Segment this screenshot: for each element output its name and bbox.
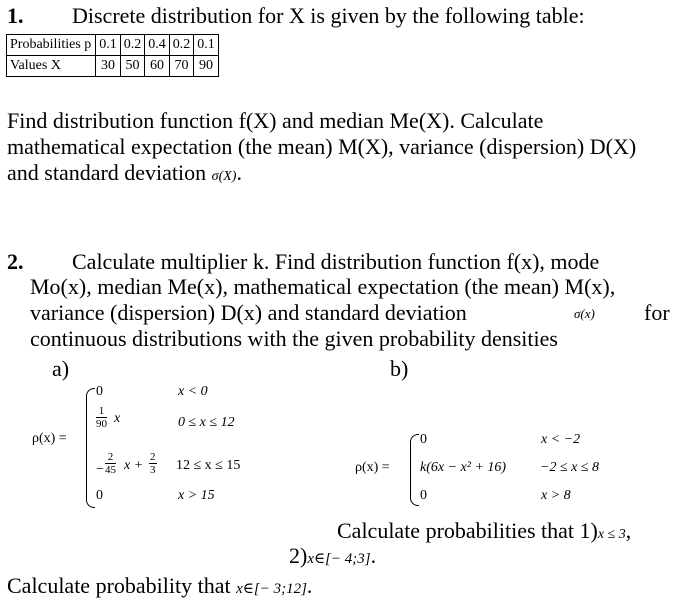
a-case2-cond: 0 ≤ x ≤ 12 — [178, 415, 235, 430]
a-case2-den: 90 — [96, 418, 107, 430]
a-case3-minus: − — [96, 462, 104, 477]
a-case3-den2: 3 — [150, 464, 156, 476]
label-a: a) — [52, 356, 70, 381]
prob-cell: 0.1 — [96, 35, 121, 56]
problem-1-text-line-1: Find distribution function f(X) and median Me(X). Calculate — [7, 108, 544, 133]
a-case4-expr: 0 — [96, 488, 103, 503]
problem-2-line-4: continuous distributions with the given probability densities — [30, 326, 558, 351]
prob-a-dot: . — [306, 573, 313, 598]
problem-2-for: for — [644, 300, 670, 325]
a-case3-mid: x + — [124, 458, 144, 473]
a-case2-var: x — [114, 411, 121, 426]
brace-a — [86, 388, 95, 508]
a-case1-cond: x < 0 — [178, 384, 208, 399]
value-cell: 90 — [194, 56, 219, 77]
a-case3-den: 45 — [105, 464, 116, 476]
prob-cell: 0.1 — [194, 35, 219, 56]
prob-b-comma: , — [625, 518, 632, 543]
probabilities-header: Probabilities p — [7, 35, 96, 56]
prob-b-text: Calculate probabilities that 1) — [337, 518, 598, 543]
sigma-symbol: σ(X) — [211, 169, 237, 184]
problem-1-text-line-3 — [7, 160, 242, 190]
density-b-lhs: ρ(x) = — [355, 460, 390, 475]
problem-1-text-line-2: mathematical expectation (the mean) M(X), variance (dispersion) D(X) — [7, 134, 637, 159]
prob-a-cond: x∈[− 3;12] — [236, 581, 307, 597]
table-row-probabilities — [7, 35, 219, 56]
sigma-x-symbol: σ(x) — [574, 306, 595, 321]
a-case3-fraction-1 — [105, 451, 116, 476]
value-cell: 30 — [96, 56, 121, 77]
prob-b-cond-1: x ≤ 3 — [597, 527, 626, 542]
problem-2-line-1: Calculate multiplier k. Find distribution function f(x), mode — [72, 249, 600, 274]
prob-cell: 0.2 — [120, 35, 145, 56]
b-case1-cond: x < −2 — [541, 432, 581, 447]
b-case2-expr: k(6x − x² + 16) — [420, 460, 507, 475]
a-case3-cond: 12 ≤ x ≤ 15 — [176, 458, 241, 473]
problem-2-line-3: variance (dispersion) D(x) and standard deviation — [30, 300, 467, 325]
density-a-lhs: ρ(x) = — [32, 431, 67, 446]
table-row-values — [7, 56, 219, 77]
prob-b-cond-2: x∈[− 4;3] — [307, 551, 371, 567]
value-cell: 60 — [145, 56, 170, 77]
prob-cell: 0.4 — [145, 35, 170, 56]
b-case3-cond: x > 8 — [541, 488, 571, 503]
label-b: b) — [390, 356, 409, 381]
b-case2-cond: −2 ≤ x ≤ 8 — [540, 460, 600, 475]
b-case3-expr: 0 — [420, 488, 427, 503]
prob-b-line — [337, 518, 631, 548]
a-case3-fraction-2 — [149, 451, 157, 476]
a-case4-cond: x > 15 — [178, 488, 215, 503]
period: . — [236, 160, 242, 185]
values-header: Values X — [7, 56, 96, 77]
a-case3-num: 2 — [105, 451, 116, 464]
value-cell: 70 — [169, 56, 194, 77]
std-dev-text: and standard deviation — [7, 160, 207, 185]
problem-1-number: 1. — [7, 3, 24, 28]
prob-b-dot: . — [370, 543, 377, 568]
problem-1-title: Discrete distribution for X is given by the following table: — [72, 3, 585, 28]
prob-a-text: Calculate probability that — [7, 573, 231, 598]
prob-b-line-2 — [289, 543, 376, 572]
a-case2-fraction — [96, 405, 107, 430]
prob-cell: 0.2 — [169, 35, 194, 56]
prob-b-2: 2) — [289, 543, 308, 568]
b-case1-expr: 0 — [420, 432, 427, 447]
a-case2-num: 1 — [96, 405, 107, 418]
problem-2-number: 2. — [7, 249, 24, 274]
distribution-table — [6, 34, 219, 77]
value-cell: 50 — [120, 56, 145, 77]
prob-a-line — [7, 573, 312, 602]
problem-2-line-2: Mo(x), median Me(x), mathematical expectation (the mean) M(x), — [30, 274, 616, 299]
a-case3-num2: 2 — [150, 451, 156, 463]
brace-b — [410, 434, 419, 506]
a-case1-expr: 0 — [96, 384, 103, 399]
